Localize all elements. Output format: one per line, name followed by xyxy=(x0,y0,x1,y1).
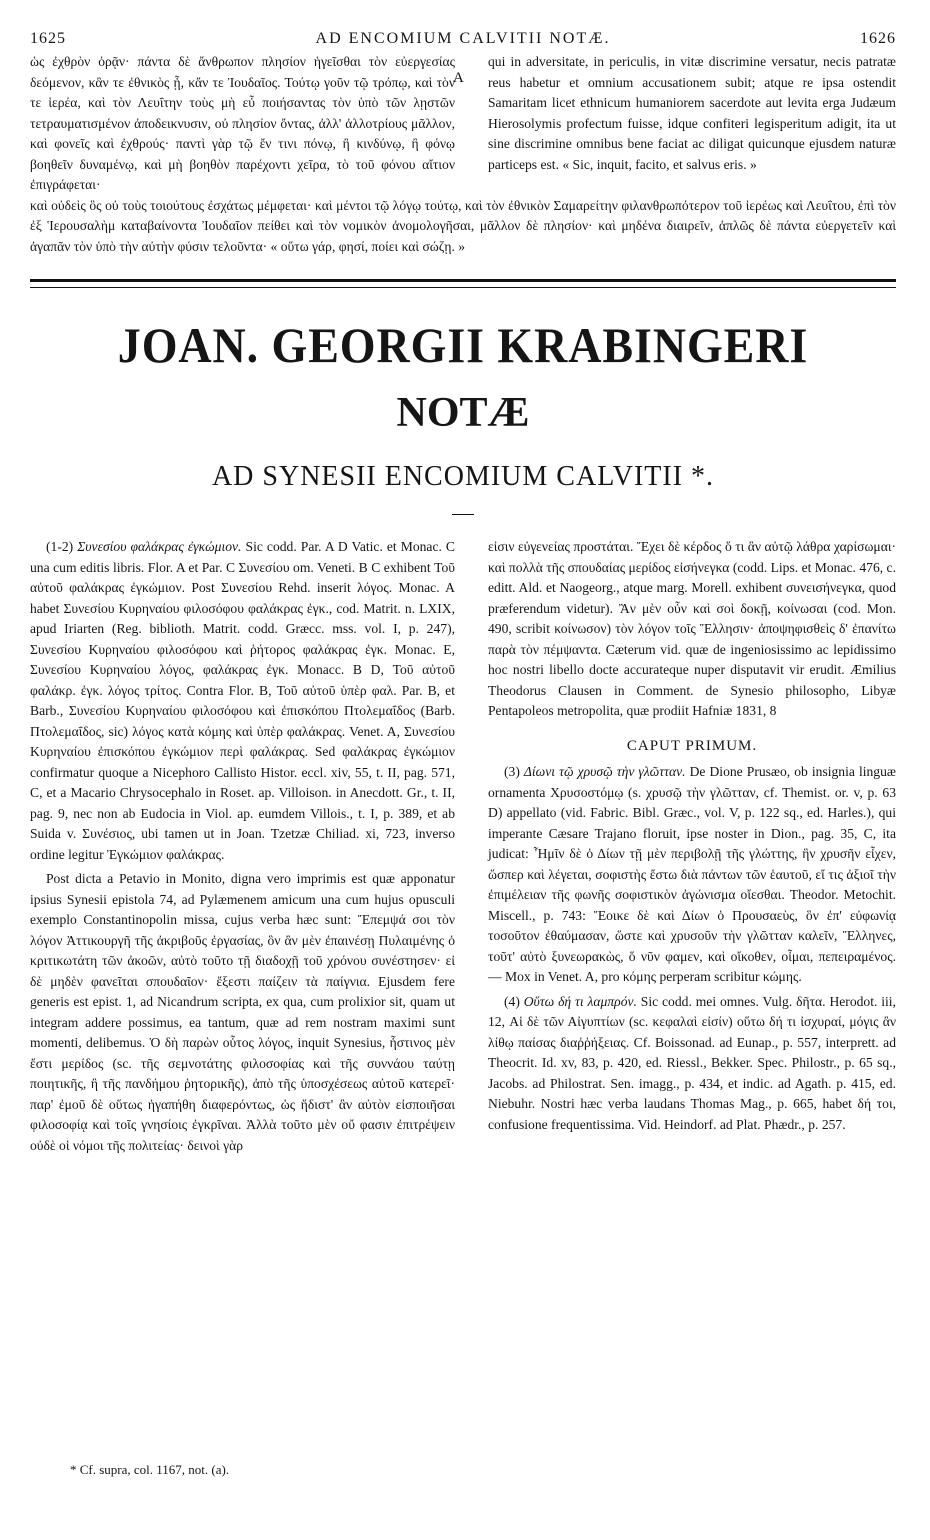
footnote: * Cf. supra, col. 1167, not. (a). xyxy=(70,1462,230,1477)
short-rule xyxy=(452,514,474,515)
running-header xyxy=(30,30,896,52)
note-continuation: εἰσιν εὐγενείας προστάται. Ἔχει δὲ κέρδος ὅ τι ἂν αὐτῷ λάθρα χαρίσωμαι· καὶ πολλὰ τῆς σπουδαίας μερίδος εἰσήνεγκα (codd. Lips. et Monac. 476, c. editt. Ald. et Naogeorg., atque marg. Morell. exhibent συνεισήνεγκα, quod præferendum videtur). Ἂν μὲν οὖν καὶ σοὶ δοκῇ, κοίνωσαι (cod. Mon. 490, scribit κοίνωσον) τὸν λόγον τοῖς Ἕλλησιν· ἀποψηφισθεὶς δ' ἐπανίτω παρὰ τὸν πέμψαντα. Cæterum vid. quæ de ingeniosissimo ac lepidissimo hoc nostri libello docte accurateque nuper disputavit vir erudit. Æmilius Theodorus Clausen in Comment. de Synesio philosopho, Libyæ Pentapoleos metropolita, quæ prodiit Hafniæ 1831, 8 xyxy=(488,539,896,718)
running-title: AD ENCOMIUM CALVITII NOTÆ. xyxy=(315,30,611,47)
note-paragraph: Post dicta a Petavio in Monito, digna vero imprimis est quæ apponatur ipsius Synesii epistola 74, ad Pylæmenem amicum una cum hujus opusculi exemplo Constantinopolin missa, cujus verba hæc sunt: Ἔπεμψά σοι τὸν λόγον Ἀττικουργῆ τῆς ἀκριβοῦς ἐργασίας, ὃν ἂν μὲν ἐπαινέσῃ Πυλαιμένης ὁ κριτικωτάτη τῶν ἀκοῶν, αὐτὸ τοῦτο τῇ διαδοχῇ τοῦ χρόνου συνέστησεν· εἰ δὲ μηδὲν φανεῖται σπουδαῖον· ἔξεστι παίζειν τὰ παίγνια. Ejusdem fere generis est epist. 1, ad Nicandrum scripta, ex qua, cum prolixior sit, quam ut integram addere possimus, ea tantum, quæ ad rem nostram maximi sunt momenti, delibemus. Ὁ δὴ παρὼν οὗτος λόγος, inquit Synesius, ἧστινος μὲν ἔστι μερίδος (sc. τῆς σεμνοτάτης φιλοσοφίας καὶ τῆς συννάου ταύτῃ ποιητικῆς, ἢ τῆς πανδήμου ῥητορικῆς), ἀπὸ τῆς ὑποσχέσεως αὐτοῦ κατερεῖ· παρ' ἐμοῦ δὲ οὕτως ἠγαπήθη διαφερόντως, ὡς ἥδιστ' ἂν αὐτὸν εἰσποιῆσαι φιλοσοφίᾳ καὶ τοῖς γνησίοις ἐγκρῖναι. Ἀλλὰ τοῦτο μὲν οὔ φασιν ἐπιτρέψειν οὐδὲ οἱ νόμοι τῆς πολιτείας· δεινοὶ γὰρ xyxy=(30,871,455,1153)
note-number: (1-2) xyxy=(46,539,74,554)
section-rule xyxy=(30,279,896,288)
greek-wide-text: καὶ οὐδεὶς ὃς οὐ τοὺς τοιούτους ἐσχάτως μέμφεται· καὶ μέντοι τῷ λόγῳ τούτῳ, καὶ τὸν ἐθνικὸν Σαμαρείτην φιλανθρωπότερον τοῦ ἱερέως καὶ Λευΐτου, ἐπὶ τὸν ἐξ Ἱερουσαλὴμ καταβαίνοντα Ἰουδαῖον πείθει καὶ τὸν νομικὸν ἀνομολογῆσαι, μᾶλλον δὲ πλησίον· καὶ μηδένα διαιρεῖν, ἁπλῶς δὲ πάντα εὐεργετεῖν καὶ ἀγαπᾶν τὸν ὑπὸ τὴν αὐτὴν φύσιν τελοῦντα· « οὕτω γάρ, φησί, ποίει καὶ σώζῃ. » xyxy=(30,197,896,254)
section-marker: A xyxy=(453,70,464,86)
note-body: Sic codd. mei omnes. Vulg. δῆτα. Herodot. iii, 12, Αἱ δὲ τῶν Αἰγυπτίων (sc. κεφαλαὶ εἰσίν) οὕτω δή τι ἰσχυραί, μόγις ἂν λίθῳ παίσας διαῤῥήξειας. Cf. Boissonad. ad Eunap., p. 557, interprett. ad Theocrit. Id. xv, 83, p. 420, ed. Riessl., Bekker. Spec. Philostr., p. 65 sq., Jacobs. ad Philostrat. Sen. imagg., p. 434, et indic. ad Agath. p. 415, ed. Niebuhr. Nostri hæc verba laudans Thomas Mag., p. 665, habet δή τοι, confusione frequentissima. Vid. Heindorf. ad Plat. Phædr., p. 257. xyxy=(488,993,896,1132)
latin-column xyxy=(488,52,896,196)
greek-column xyxy=(30,52,455,196)
sub-title-2: AD SYNESII ENCOMIUM CALVITII *. xyxy=(211,461,715,492)
note-body: De Dione Prusæo, ob insignia linguæ ornamenta Χρυσοστόμῳ (s. χρυσῷ τὴν γλῶτταν, cf. Themist. or. v, p. 63 D) appellato (vid. Fabric. Bibl. Græc., vol. V, p. 122 sq., ed. Harles.), qui imperante Cæsare Trajano floruit, ipse noster in Dion., pag. 35, C, ita judicat: Ἦμῖν δὲ ὁ Δίων τῇ μὲν περιβολῇ τῆς γλώττης, ἣν χρυσῆν εἶχεν, ὥσπερ καὶ λέγεται, σοφιστὴς ἔστω διὰ πάντων τῶν ἑαυτοῦ, εἴ τις ἀξιοῖ τὴν ἐπιμέλειαν τῆς φωνῆς σοφιστικὸν ἀγώνισμα οἴεσθαι. Theodor. Metochit. Miscell., p. 743: Ἔοικε δὲ καὶ Δίων ὁ Προυσαεὺς, ὃν ἐπ' εὐφωνίᾳ τοσοῦτον ἐθαύμασαν, ὥστε καὶ χρυσοῦν τὴν γλῶτταν καλεῖν, Ἕλληνες, τοῦτ' αὐτὸ ξυνεωρακὼς, ὅ νῦν φαμεν, καὶ οἴκοθεν, οἶμαι, πεπειραμένος. — Mox in Venet. A, pro κόμης perperam scribitur κώμης. xyxy=(488,764,896,984)
latin-text: qui in adversitate, in periculis, in vitæ discrimine versatur, necis patratæ reus habetur et omnium accusationem subit; atque re ipsa ostendit Samaritam licet ethnicum humaniorem sacerdote aut levita erga Judæum Hierosolymis profectum fuisse, idque confiteri legisperitum adigit, ita ut sine discrimine omnibus bene faciat ac diligat quicunque ejusdem naturæ particeps est. « Sic, inquit, facito, et salvus eris. » xyxy=(488,54,896,172)
note-1-2 xyxy=(30,537,455,865)
note-4 xyxy=(488,992,896,1136)
right-column-number: 1626 xyxy=(859,30,896,47)
greek-text: ὡς ἐχθρὸν ὁρᾷν· πάντα δὲ ἄνθρωπον πλησίον ἡγεῖσθαι τὸν εὐεργεσίας δεόμενον, κἂν τε ἐθνικὸς ᾖ, κἄν τε Ἰουδαῖος. Τούτῳ γοῦν τῷ τρόπῳ, καὶ τὸν τε ἱερέα, καὶ τὸν Λευΐτην τοὺς μὴ εὖ ποιήσαντας τὸν ὑπὸ τῶν λῃστῶν τετραυματισμένον ἀποδεικνυσιν, οὐ πλησίον ὄντας, ἀλλ' ἀλλοτρίους μᾶλλον, καὶ φονεῖς καὶ ἐχθρούς· παντὶ γὰρ τῷ ἔν τινι πόνῳ, ἢ κινδύνῳ, ἢ φόνῳ βοηθεῖν δυναμένῳ, καὶ μὴ βοηθὸν παρέχοντι χεῖρα, τὸ τοῦ φόνου αἴτιον ἐπιγράφεται· xyxy=(30,54,455,192)
main-title: JOAN. GEORGII KRABINGERI xyxy=(117,317,809,373)
greek-wide-block xyxy=(30,196,896,258)
note-lemma: Συνεσίου φαλάκρας ἐγκώμιον. xyxy=(77,539,242,554)
notes-right-column xyxy=(488,537,896,1160)
notes-left-column xyxy=(30,537,455,1160)
note-3 xyxy=(488,762,896,988)
sub-title: NOTÆ xyxy=(396,390,530,436)
note-number: (4) xyxy=(504,993,520,1009)
note-lemma: Οὕτω δή τι λαμπρόν. xyxy=(523,993,637,1009)
left-column-number: 1625 xyxy=(30,30,66,47)
note-body: Sic codd. Par. A D Vatic. et Monac. C una cum editis libris. Flor. A et Par. C Συνεσίου om. Veneti. B C exhibent Τοῦ αὐτοῦ φαλάκρας ἐγκώμιον. Post Συνεσίου Rehd. inserit λόγος. Monac. A habet Συνεσίου Κυρηναίου φιλοσόφου φαλάκρας ἐγκ., cod. Matrit. n. LXIX, apud Iriarten (Reg. biblioth. Matrit. codd. Græcc. mss. vol. I, p. 247), Συνεσίου Κυρηναίου φιλοσόφου καὶ ῥήτορος φαλάκρας ἐγκ. Monac. E, Συνεσίου Κυρηναίου λόγος, φαλάκρας ἐγκ. Monacc. B D, Τοῦ αὐτοῦ φαλάκρ. ἐγκ. λόγος τρίτος. Contra Flor. B, Τοῦ αὐτοῦ ὑπὲρ φαλ. Par. B, et Barb., Συνεσίου Κυρηναίου φιλοσόφου καὶ ἐπισκόπου Πτολεμαΐδος (Barb. Πτολεμαΐδος, sic) λόγος κατὰ κόμης καὶ ὑπὲρ φαλάκρας. Venet. A, Συνεσίου Κυρηναίου ἐπισκόπου ἐγκώμιον περὶ φαλάκρας. Sed φαλάκρας ἐγκώμιον confirmatur quoque a Nicephoro Callisto Histor. eccl. xiv, 55, t. II, pag. 571, C, et a Macario Chrysocephalo in Roset. ap. Villoison. in Anecdott. Gr., t. II, pag. 9, nec non ab Eudocia in Viol. ap. eumdem Villois., t. I, p. 389, et ab Suida v. Συνέσιος, ubi tamen ut in Joan. Tzetzæ Chiliad. xi, 723, inverso ordine legitur Ἐγκώμιον φαλάκρας. xyxy=(30,539,455,862)
page xyxy=(30,30,896,1520)
note-lemma: Δίωνι τῷ χρυσῷ τὴν γλῶτταν. xyxy=(523,764,686,779)
chapter-heading: CAPUT PRIMUM. xyxy=(626,737,758,754)
note-number: (3) xyxy=(504,764,520,779)
notes-columns xyxy=(30,537,896,1160)
